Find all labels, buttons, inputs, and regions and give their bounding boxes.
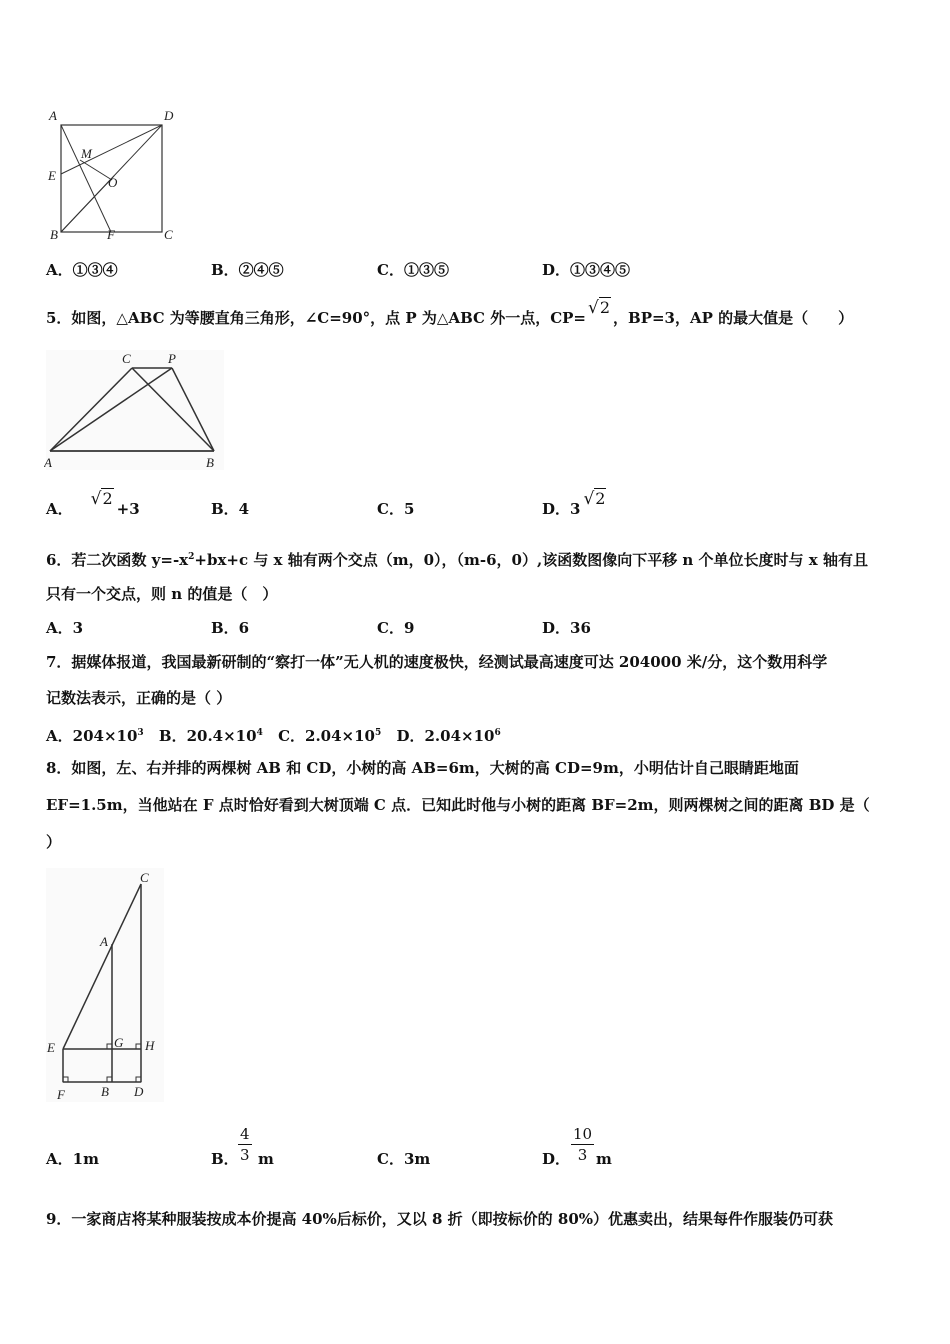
line-af [61,125,111,232]
q8-option-b-unit: m [258,1150,274,1168]
q8-option-d-numerator: 10 [573,1125,593,1143]
label-f: F [107,227,115,242]
q6-exponent: 2 [188,552,195,562]
q7-option-b-exp: 4 [256,728,263,738]
line-de [61,125,162,174]
q9-line-1: 9．一家商店将某种服装按成本价提高 40%后标价，又以 8 折（即按标价的 80%）优惠卖出，结果每件作服装仍可获 [46,1210,834,1228]
q4-figure [44,108,184,243]
label-d: D [164,108,174,123]
q6-option-c: C．9 [377,619,415,637]
q5-stem-before: 5．如图，△ABC 为等腰直角三角形，∠C=90°，点 P 为△ABC 外一点，CP= [46,309,586,327]
label-e: E [47,1040,55,1055]
q8-option-d-denominator: 3 [577,1146,588,1164]
q8-option-b-fraction [238,1124,252,1165]
q5-stem [46,298,854,327]
q5-option-d-sqrt-arg: 2 [595,489,606,508]
q5-option-d-sqrt: √2 [583,489,606,509]
q7-option-b: B．20.4×10 [158,727,257,745]
line-bm [61,176,114,232]
q5-option-a-suffix: +3 [116,500,140,518]
q8-option-d-fraction [571,1124,594,1165]
q5-sqrt-arg: 2 [599,298,611,317]
q8-option-c: C．3m [377,1150,431,1168]
q5-option-a-prefix: A． [46,500,73,518]
q6-line-1-a: 6．若二次函数 y=-x [46,551,189,569]
label-m: M [81,146,92,161]
q8-option-b-denominator: 3 [240,1146,250,1164]
label-a: A [49,108,57,123]
label-a: A [44,455,52,470]
label-h: H [145,1038,155,1053]
label-c: C [140,870,149,885]
q4-option-a: A．①③④ [46,261,118,279]
label-b: B [101,1084,109,1099]
q4-option-b: B．②④⑤ [211,261,284,279]
q8-figure [44,866,168,1106]
q5-option-d [542,489,606,518]
q6-option-a: A．3 [46,619,84,637]
q7-option-d: D．2.04×10 [396,727,495,745]
q5-option-d-prefix: D．3 [542,500,581,518]
q5-option-c: C．5 [377,500,415,518]
label-b: B [206,455,214,470]
q8-option-b-numerator: 4 [240,1125,250,1143]
label-b: B [50,227,58,242]
q7-option-c: C．2.04×10 [278,727,375,745]
q6-line-2: 只有一个交点，则 n 的值是（ ） [46,585,278,603]
q7-option-a-exp: 3 [137,728,144,738]
q8-line-2: EF=1.5m，当他站在 F 点时恰好看到大树顶端 C 点．已知此时他与小树的距离 BF=2m，则两棵树之间的距离 BD 是（ [46,796,870,814]
label-o: O [108,175,118,190]
q8-option-d-unit: m [596,1150,612,1168]
q7-line-2: 记数法表示，正确的是（ ） [46,689,232,707]
q5-figure [44,348,226,472]
q5-option-a-sqrt: √2 [90,489,113,509]
q8-option-d-prefix: D． [542,1150,571,1168]
q7-option-a: A．204×10 [46,727,138,745]
q4-option-d: D．①③④⑤ [542,261,631,279]
q8-option-a: A．1m [46,1150,99,1168]
q6-option-b: B．6 [211,619,250,637]
q5-option-b: B．4 [211,500,250,518]
label-c: C [164,227,173,242]
label-c: C [122,351,131,366]
q5-option-a-sqrt-arg: 2 [102,489,113,508]
q6-line-1 [46,548,868,569]
label-e: E [48,168,56,183]
q6-line-1-b: +bx+c 与 x 轴有两个交点（m，0），（m-6，0）,该函数图像向下平移 n 个单位长度时与 x 轴有且 [194,551,868,569]
q5-option-a [46,489,140,518]
q8-line-1: 8．如图，左、右并排的两棵树 AB 和 CD，小树的高 AB=6m，大树的高 CD=9m，小明估计自己眼睛距地面 [46,759,799,777]
label-a: A [100,934,108,949]
q7-option-d-exp: 6 [494,728,501,738]
q5-sqrt: √2 [587,298,611,318]
q8-line-3: ） [46,833,62,851]
q6-option-d: D．36 [542,619,591,637]
label-f: F [57,1087,65,1102]
q7-option-c-exp: 5 [374,728,382,738]
q8-option-b-prefix: B． [211,1150,239,1168]
label-p: P [168,351,176,366]
label-g: G [114,1035,124,1050]
q5-stem-after: ，BP=3，AP 的最大值是（ ） [613,309,854,327]
q4-option-c: C．①③⑤ [377,261,449,279]
label-d: D [134,1084,144,1099]
q7-options [46,724,501,745]
q7-line-1: 7．据媒体报道，我国最新研制的“察打一体”无人机的速度极快，经测试最高速度可达 204000 米/分，这个数用科学 [46,653,828,671]
